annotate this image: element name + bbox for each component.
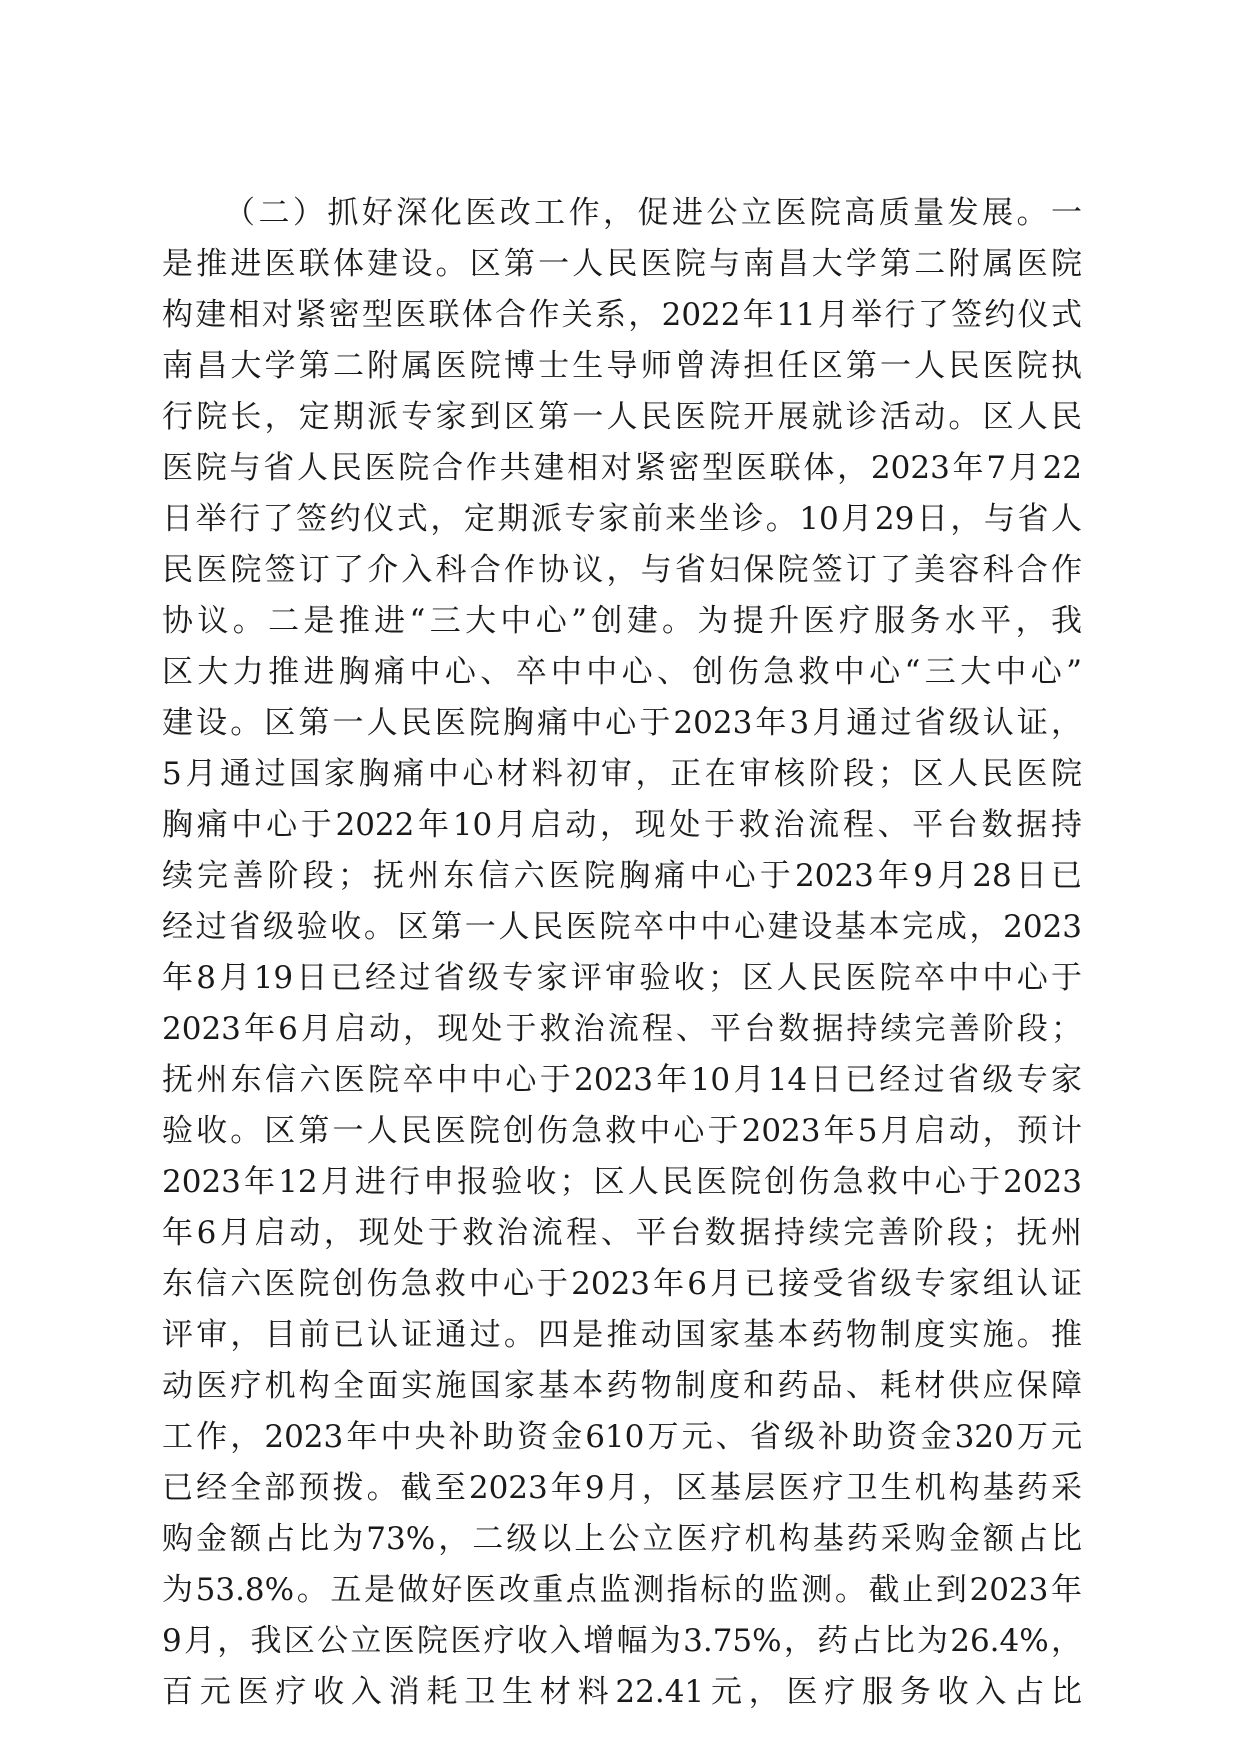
- text-line: 区大力推进胸痛中心、卒中中心、创伤急救中心“三大中心”: [162, 654, 1082, 690]
- text-line: 续完善阶段；抚州东信六医院胸痛中心于2023年9月28日已: [162, 858, 1082, 894]
- text-line: 评审，目前已认证通过。四是推动国家基本药物制度实施。推: [162, 1317, 1082, 1353]
- text-line: 2023年12月进行申报验收；区人民医院创伤急救中心于2023: [162, 1164, 1082, 1200]
- text-line: 东信六医院创伤急救中心于2023年6月已接受省级专家组认证: [162, 1266, 1082, 1302]
- text-line: 2023年6月启动，现处于救治流程、平台数据持续完善阶段；: [162, 1011, 1082, 1047]
- text-line: 南昌大学第二附属医院博士生导师曾涛担任区第一人民医院执: [162, 348, 1082, 384]
- text-line: 建设。区第一人民医院胸痛中心于2023年3月通过省级认证，: [162, 705, 1082, 741]
- text-line: 协议。二是推进“三大中心”创建。为提升医疗服务水平，我: [162, 603, 1082, 639]
- text-line: 年6月启动，现处于救治流程、平台数据持续完善阶段；抚州: [162, 1215, 1082, 1251]
- text-line: 日举行了签约仪式，定期派专家前来坐诊。10月29日，与省人: [162, 501, 1082, 537]
- text-line: 百元医疗收入消耗卫生材料22.41元，医疗服务收入占比: [162, 1674, 1082, 1710]
- text-line: 动医疗机构全面实施国家基本药物制度和药品、耗材供应保障: [162, 1368, 1082, 1404]
- text-line: 胸痛中心于2022年10月启动，现处于救治流程、平台数据持: [162, 807, 1082, 843]
- text-line: 经过省级验收。区第一人民医院卒中中心建设基本完成，2023: [162, 909, 1082, 945]
- text-line: 9月，我区公立医院医疗收入增幅为3.75%，药占比为26.4%，: [162, 1623, 1082, 1659]
- text-line: 工作，2023年中央补助资金610万元、省级补助资金320万元: [162, 1419, 1082, 1455]
- text-line: （二）抓好深化医改工作，促进公立医院高质量发展。一: [224, 195, 1082, 231]
- text-line: 构建相对紧密型医联体合作关系，2022年11月举行了签约仪式: [162, 297, 1082, 333]
- text-line: 5月通过国家胸痛中心材料初审，正在审核阶段；区人民医院: [162, 756, 1082, 792]
- text-line: 民医院签订了介入科合作协议，与省妇保院签订了美容科合作: [162, 552, 1082, 588]
- text-line: 医院与省人民医院合作共建相对紧密型医联体，2023年7月22: [162, 450, 1082, 486]
- body-paragraph: [162, 188, 1082, 1718]
- text-line: 行院长，定期派专家到区第一人民医院开展就诊活动。区人民: [162, 399, 1082, 435]
- text-line: 购金额占比为73%，二级以上公立医疗机构基药采购金额占比: [162, 1521, 1082, 1557]
- text-line: 验收。区第一人民医院创伤急救中心于2023年5月启动，预计: [162, 1113, 1082, 1149]
- text-line: 是推进医联体建设。区第一人民医院与南昌大学第二附属医院: [162, 246, 1082, 282]
- text-line: 为53.8%。五是做好医改重点监测指标的监测。截止到2023年: [162, 1572, 1082, 1608]
- text-line: 抚州东信六医院卒中中心于2023年10月14日已经过省级专家: [162, 1062, 1082, 1098]
- text-line: 已经全部预拨。截至2023年9月，区基层医疗卫生机构基药采: [162, 1470, 1082, 1506]
- text-line: 年8月19日已经过省级专家评审验收；区人民医院卒中中心于: [162, 960, 1082, 996]
